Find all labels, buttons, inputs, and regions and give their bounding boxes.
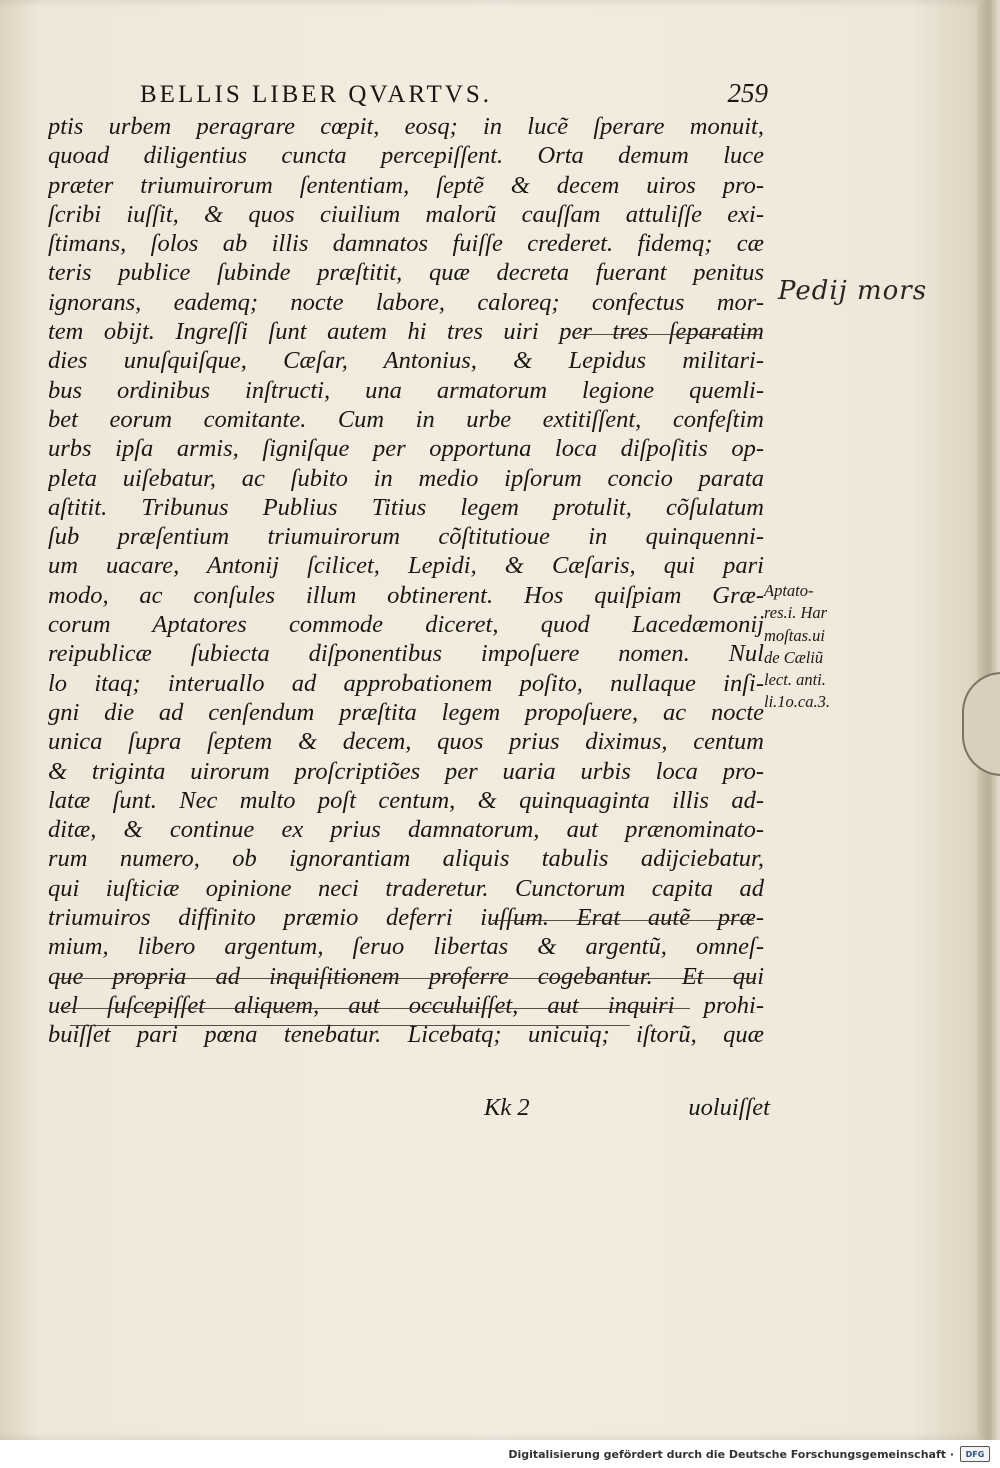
page-footer [470, 1094, 770, 1122]
handwritten-annotation: Pedij mors [778, 276, 928, 306]
text-line: lo itaq; interuallo ad approbationem poſito, nullaque inſi- [48, 669, 764, 697]
text-line: præter triumuirorum ſententiam, ſeptẽ & decem uiros pro- [48, 171, 764, 199]
margin-note-line: Aptato- [764, 581, 814, 600]
text-line: bus ordinibus inſtructi, una armatorum legione quemli- [48, 376, 764, 404]
margin-note [764, 580, 876, 714]
margin-note-line: lect. anti. [764, 670, 826, 690]
text-line: reipublicæ ſubiecta diſponentibus impoſuere nomen. Nul [48, 640, 764, 668]
underline-mark [60, 1008, 690, 1009]
text-line: triumuiros diffinito præmio deferri iuſſum. Erat autẽ præ- [48, 904, 764, 932]
text-line: ſtimans, ſolos ab illis damnatos fuiſſe crederet. fidemq; cæ [48, 230, 764, 258]
text-line: ditæ, & continue ex prius damnatorum, aut prænominato- [48, 816, 764, 844]
text-line: tem obijt. Ingreſſi ſunt autem hi tres uiri per tres ſeparatim [48, 318, 764, 346]
text-line: quoad diligentius cuncta percepiſſent. Orta demum luce [48, 142, 764, 170]
text-line: corum Aptatores commode diceret, quod Lacedæmonij [48, 611, 764, 639]
text-line: mium, libero argentum, ſeruo libertas & argentũ, omneſ- [48, 933, 764, 961]
text-line: modo, ac conſules illum obtinerent. Hos quiſpiam Græ- [48, 581, 764, 609]
text-line: rum numero, ob ignorantiam aliquis tabulis adijciebatur, [48, 845, 764, 873]
funding-credit: Digitalisierung gefördert durch die Deutsche Forschungsgemeinschaft · [508, 1447, 954, 1461]
text-line: teris publice ſubinde præſtitit, quæ decreta fuerant penitus [48, 259, 764, 287]
underline-mark [580, 334, 760, 335]
underline-mark [70, 1025, 630, 1026]
underline-mark [492, 920, 754, 921]
text-line: que propria ad inquiſitionem proferre cogebantur. Et qui [48, 962, 764, 990]
signature-mark: Kk 2 [484, 1094, 530, 1121]
text-line: urbs ipſa armis, ſigniſque per opportuna loca diſpoſitis op- [48, 435, 764, 463]
page-header [140, 78, 780, 110]
text-line: bet eorum comitante. Cum in urbe extitiſſent, confeſtim [48, 405, 764, 433]
text-line: qui iuſticiæ opinione neci traderetur. Cunctorum capita ad [48, 874, 764, 902]
page-number: 259 [727, 78, 768, 108]
body-text [48, 112, 764, 1092]
text-line: buiſſet pari pœna tenebatur. Licebatq; unicuiq; iſtorũ, quæ [48, 1021, 764, 1049]
text-line: ſub præſentium triumuirorum cõſtitutioue in quinquenni- [48, 523, 764, 551]
underline-mark [56, 978, 756, 979]
text-line: ignorans, eademq; nocte labore, caloreq; confectus mor- [48, 288, 764, 316]
text-line: ptis urbem peragrare cœpit, eosq; in lucẽ ſperare monuit, [48, 113, 764, 140]
text-line: pleta uiſebatur, ac ſubito in medio ipſorum concio parata [48, 464, 764, 492]
text-line: uel ſuſcepiſſet aliquem, aut occuluiſſet, aut inquiri prohi- [48, 991, 764, 1019]
text-line: latæ ſunt. Nec multo poſt centum, & quinquaginta illis ad- [48, 786, 764, 814]
text-line: aſtitit. Tribunus Publius Titius legem protulit, cõſulatum [48, 493, 764, 521]
text-line: & triginta uirorum proſcriptiões per uaria urbis loca pro- [48, 757, 764, 785]
text-line: gni die ad cenſendum præſtita legem propoſuere, ac nocte [48, 698, 764, 726]
running-title: BELLIS LIBER QVARTVS. [140, 81, 493, 108]
catchword: uoluiſſet [688, 1094, 770, 1121]
text-line: ſcribi iuſſit, & quos ciuilium malorũ cauſſam attuliſſe exi- [48, 200, 764, 228]
text-line: unica ſupra ſeptem & decem, quos prius diximus, centum [48, 728, 764, 756]
digitization-footer [0, 1440, 1000, 1468]
dfg-logo[interactable]: DFG [960, 1446, 990, 1462]
margin-note-line: de Cæliũ [764, 647, 824, 667]
text-line: um uacare, Antonij ſcilicet, Lepidi, & Cæſaris, qui pari [48, 552, 764, 580]
margin-note-line: res.i. Har [764, 603, 828, 623]
margin-note-line: moſtas.ui [764, 625, 825, 645]
text-line: dies unuſquiſque, Cæſar, Antonius, & Lepidus militari- [48, 347, 764, 375]
margin-note-line: li.1o.ca.3. [764, 692, 830, 712]
